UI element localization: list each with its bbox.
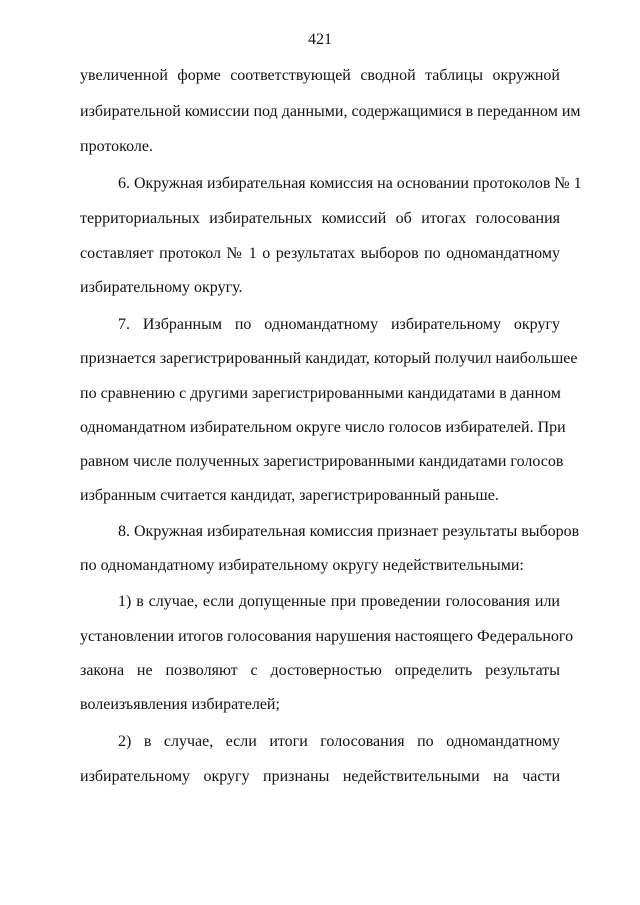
text-line: волеизъявления избирателей;	[80, 696, 280, 713]
text-line: избранным считается кандидат, зарегистрированный раньше.	[80, 487, 499, 504]
text-line: по одномандатному избирательному округу недействительными:	[80, 557, 524, 574]
text-line: 2) в случае, если итоги голосования по одномандатному	[118, 733, 560, 750]
text-line: установлении итогов голосования нарушения настоящего Федерального	[80, 628, 574, 645]
text-line: 8. Окружная избирательная комиссия признает результаты выборов	[118, 523, 580, 540]
text-line: 6. Окружная избирательная комиссия на основании протоколов № 1	[118, 175, 582, 192]
text-line: увеличенной форме соответствующей сводной таблицы окружной	[80, 67, 560, 84]
text-line: закона не позволяют с достоверностью определить результаты	[80, 662, 560, 679]
text-line: по сравнению с другими зарегистрированными кандидатами в данном	[80, 385, 561, 402]
text-line: 7. Избранным по одномандатному избирательному округу	[118, 316, 560, 333]
text-line: избирательному округу.	[80, 279, 243, 296]
page-number: 421	[308, 31, 332, 48]
text-line: избирательной комиссии под данными, содержащимися в переданном им	[80, 103, 581, 120]
text-line: равном числе полученных зарегистрированными кандидатами голосов	[80, 453, 564, 470]
text-line: избирательному округу признаны недействительными на части	[80, 768, 560, 785]
text-line: протоколе.	[80, 138, 153, 155]
text-line: составляет протокол № 1 о результатах выборов по одномандатному	[80, 245, 560, 262]
text-line: территориальных избирательных комиссий об итогах голосования	[80, 210, 560, 227]
text-line: признается зарегистрированный кандидат, который получил наибольшее	[80, 350, 578, 367]
text-line: одномандатном избирательном округе число голосов избирателей. При	[80, 419, 566, 436]
text-line: 1) в случае, если допущенные при проведении голосования или	[118, 593, 560, 610]
